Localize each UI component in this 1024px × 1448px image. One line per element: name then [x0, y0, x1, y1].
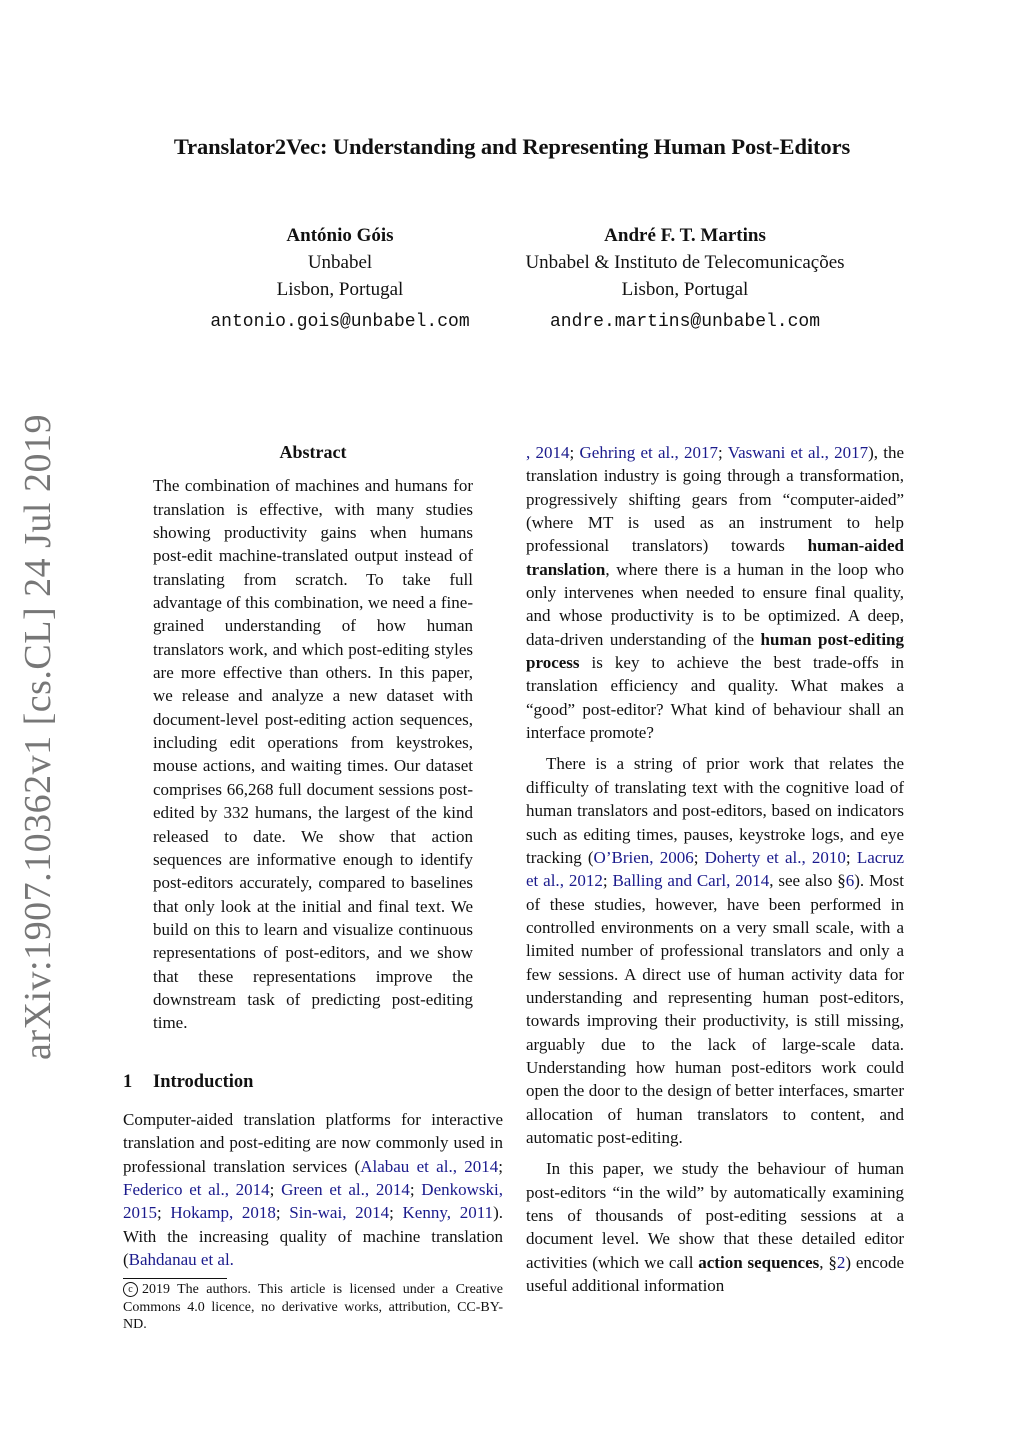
citation[interactable]: O’Brien, 2006	[593, 847, 694, 867]
citation[interactable]: Hokamp, 2018	[170, 1203, 276, 1223]
citation[interactable]: Denkowski, 2015	[123, 1180, 503, 1223]
author-block-2	[500, 222, 870, 337]
citation[interactable]: Doherty et al., 2010	[704, 847, 846, 867]
author-affiliation: Unbabel	[307, 252, 373, 273]
section-number: 1	[123, 1072, 133, 1092]
author-email[interactable]: andre.martins@unbabel.com	[549, 312, 821, 332]
citation[interactable]: Green et al., 2014	[281, 1180, 410, 1200]
intro-paragraph-3: In this paper, we study the behaviour of human post-editors “in the wild” by automatically examining tens of thousands of post-editing sessions at a document level. We show that these detailed editor activities (which we call action sequences, §2) encode useful additional information	[526, 1159, 904, 1296]
footnote-rule	[123, 1278, 227, 1279]
footnote-text: 2019 The authors. This article is licensed under a Creative Commons 4.0 licence, no derivative works, attribution, CC-BY-ND.	[123, 1282, 503, 1332]
citation[interactable]: Federico et al., 2014	[123, 1180, 270, 1200]
emphasis: human post-editing process	[526, 629, 904, 673]
citation[interactable]: Sin-wai, 2014	[289, 1203, 390, 1223]
author-name: André F. T. Martins	[604, 225, 766, 246]
citation[interactable]: Alabau et al., 2014	[360, 1156, 499, 1176]
citation[interactable]: , 2014	[526, 443, 570, 462]
abstract-text: The combination of machines and humans for translation is effective, with many studies showing productivity gains when humans post-edit machine-translated output instead of translating from scratch. To take full advantage of this combination, we need a fine-grained understanding of how human translators work, and which post-editing styles are more effective than others. In this paper, we release and analyze a new dataset with document-level post-editing action sequences, including edit operations from keystrokes, mouse actions, and waiting times. Our dataset comprises 66,268 full document sessions post-edited by 332 humans, the largest of the kind released to date. We show that action sequences are informative enough to identify post-editors accurately, compared to baselines that only look at the initial and final text. We build on this to learn and visualize continuous representations of post-editors, and we show that these representations improve the downstream task of predicting post-editing time.	[153, 476, 473, 1033]
intro-column-left	[123, 1108, 503, 1271]
section-title: Introduction	[153, 1072, 254, 1092]
arxiv-identifier: arXiv:1907.10362v1 [cs.CL] 24 Jul 2019	[17, 414, 59, 1060]
citation[interactable]: Balling and Carl, 2014	[612, 871, 770, 891]
intro-paragraph-1-part: Computer-aided translation platforms for interactive translation and post-editing are now commonly used in professional translation services (Alabau et al., 2014; Federico et al., 2014; Green et al., 2014; Denkowski, 2015; Hokamp, 2018; Sin-wai, 2014; Kenny, 2011). With the increasing quality of machine translation (Bahdanau et al.	[123, 1110, 503, 1270]
author-affiliation: Unbabel & Instituto de Telecomunicações	[525, 252, 845, 273]
author-email[interactable]: antonio.gois@unbabel.com	[210, 312, 470, 332]
author-location: Lisbon, Portugal	[621, 279, 749, 300]
abstract	[153, 441, 473, 1035]
citation[interactable]: Gehring et al., 2017	[579, 443, 719, 462]
author-block-1	[190, 222, 490, 337]
author-location: Lisbon, Portugal	[276, 279, 404, 300]
emphasis: action sequences	[698, 1252, 820, 1272]
citation[interactable]: Kenny, 2011	[402, 1203, 494, 1223]
citation[interactable]: Lacruz et al., 2012	[526, 847, 904, 891]
section-heading-introduction	[123, 1072, 503, 1093]
section-reference[interactable]: 6	[845, 871, 855, 891]
intro-paragraph-2: There is a string of prior work that relates the difficulty of translating text with the cognitive load of human translators and post-editors, based on indicators such as editing times, pauses, keystroke logs, and eye tracking (O’Brien, 2006; Doherty et al., 2010; Lacruz et al., 2012; Balling and Carl, 2014, see also §6). Most of these studies, however, have been performed in controlled environments on a very small scale, with a limited number of professional translators and only a few sessions. A direct use of human activity data for understanding and representing human post-editors, towards improving their productivity, is still missing, arguably due to the lack of large-scale data. Understanding how human post-editors work could open the door to the design of better interfaces, smarter allocation of human translators to content, and automatic post-editing.	[526, 754, 905, 1147]
paper-title: Translator2Vec: Understanding and Representing Human Post-Editors	[173, 134, 851, 159]
intro-column-right	[526, 441, 904, 1297]
abstract-heading: Abstract	[279, 442, 347, 462]
citation[interactable]: Bahdanau et al.	[128, 1250, 234, 1270]
emphasis: human-aided translation	[526, 536, 904, 579]
section-reference[interactable]: 2	[836, 1252, 846, 1272]
author-name: António Góis	[286, 225, 394, 246]
copyright-icon: c	[123, 1282, 138, 1297]
intro-paragraph-1-continued: , 2014; Gehring et al., 2017; Vaswani et al., 2017), the translation industry is going through a transformation, progressively shifting gears from “computer-aided” (where MT is used as an instrument to help professional translators) towards human-aided translation, where there is a human in the loop who only intervenes when needed to ensure final quality, and whose productivity is to be optimized. A deep, data-driven understanding of the human post-editing process is key to achieve the best trade-offs in translation efficiency and quality. What makes a “good” post-editor? What kind of behaviour shall an interface promote?	[526, 443, 905, 743]
citation[interactable]: Vaswani et al., 2017	[727, 443, 869, 462]
footnote	[123, 1281, 503, 1334]
